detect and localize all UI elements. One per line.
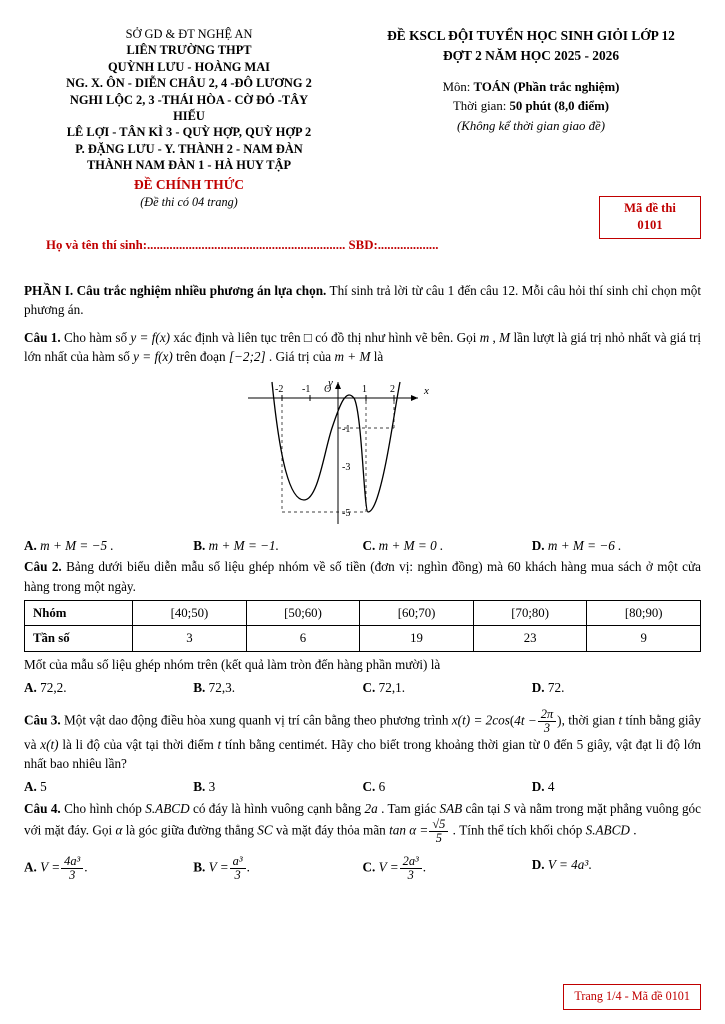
question-3-label: Câu 3.	[24, 712, 61, 728]
answer-suffix: .	[422, 859, 427, 875]
school-line-8: P. ĐẶNG LƯU - Y. THÀNH 2 - NAM ĐÀN	[75, 141, 303, 156]
question-2-label: Câu 2.	[24, 559, 62, 575]
answer-fraction	[61, 855, 83, 882]
question-4-triangle: SAB	[439, 800, 463, 816]
answer-letter: D.	[531, 679, 545, 695]
question-4-text-i: .	[629, 822, 637, 838]
fraction-numerator: a³	[232, 853, 243, 868]
answer-letter: A.	[24, 538, 37, 554]
table-row	[25, 600, 701, 626]
answer-value: 5	[40, 779, 47, 795]
question-1-m: m	[479, 329, 490, 345]
question-4-tan-fraction	[429, 818, 448, 845]
x-axis-label: x	[423, 385, 429, 398]
answer-value: 3	[208, 779, 216, 795]
question-3-text-c: tính bằng giây và	[24, 712, 701, 753]
subject-label: Môn:	[442, 80, 474, 95]
question-4-text-e: và nằm trong mặt phẳng vuông góc với mặt đáy. Gọi	[24, 800, 701, 838]
answer-letter: D.	[531, 779, 545, 795]
answer-suffix: .	[588, 856, 592, 872]
page-footer: Trang 1/4 - Mã đề 0101	[563, 984, 701, 1010]
question-3-answer-c[interactable]	[363, 777, 532, 796]
question-1-text-h: là	[370, 349, 384, 365]
table-cell-freq-4: 23	[473, 626, 587, 652]
answer-value: 72,3.	[208, 679, 236, 695]
answer-letter: D.	[531, 538, 545, 554]
school-line-4: NG. X. ÔN - DIỄN CHÂU 2, 4 -ĐÔ LƯƠNG 2	[66, 76, 312, 91]
question-2-table	[24, 600, 701, 652]
page-count-note: (Đề thi có 04 trang)	[140, 195, 238, 210]
question-4-solid-2: S.ABCD	[585, 822, 630, 838]
ytick-minus5: -5	[341, 508, 350, 520]
question-3-text-b: , thời gian	[561, 712, 619, 728]
answer-value: m + M = −1.	[208, 538, 279, 554]
xtick-minus2: -2	[274, 384, 283, 396]
ytick-minus3: -3	[341, 462, 350, 474]
question-2-text: Bảng dưới biểu diễn mẫu số liệu ghép nhóm về số tiền (đơn vị: nghìn đồng) mà 60 khách hàng mua sách ở một cửa hàng trong một ngày.	[24, 559, 701, 594]
table-cell-freq-2: 6	[246, 626, 360, 652]
question-3-formula-pre: x(t) = 2cos	[451, 712, 510, 728]
question-1-M: M	[499, 329, 511, 345]
question-1-text-a: Cho hàm số	[60, 329, 131, 345]
answer-value: 6	[378, 779, 386, 795]
answer-letter: C.	[362, 679, 376, 695]
question-4-answer-d[interactable]	[532, 855, 701, 882]
question-4-answers	[24, 855, 701, 882]
table-cell-group-1: [40;50)	[133, 600, 247, 626]
question-4-text-h: . Tính thể tích khối chóp	[449, 822, 586, 838]
fraction-denominator: 3	[230, 868, 246, 882]
exam-code-value: 0101	[637, 218, 663, 232]
question-3-formula-inner: 4t −	[514, 712, 537, 728]
question-4	[24, 799, 701, 845]
question-3-answer-a[interactable]	[24, 777, 193, 796]
table-cell-freq-5: 9	[587, 626, 701, 652]
fraction-denominator: 3	[61, 868, 83, 882]
question-4-text-f: là góc giữa đường thẳng	[122, 822, 258, 838]
question-4-text-g: và mặt đáy thỏa mãn	[272, 822, 390, 838]
question-3-text-d: là li độ của vật tại thời điểm	[58, 737, 218, 753]
school-line-6: HIẾU	[173, 108, 205, 123]
exam-title-line-2: ĐỢT 2 NĂM HỌC 2025 - 2026	[442, 48, 620, 64]
table-cell-group-2: [50;60)	[246, 600, 360, 626]
fraction-numerator: √5	[432, 816, 446, 831]
question-4-text-c: . Tam giác	[377, 800, 440, 816]
question-3	[24, 708, 701, 773]
subject-value: TOÁN (Phần trắc nghiệm)	[473, 80, 620, 95]
answer-value: m + M = −5 .	[40, 538, 114, 554]
school-line-1: SỞ GD & ĐT NGHỆ AN	[125, 27, 253, 41]
fraction-numerator: 4a³	[64, 853, 81, 868]
xtick-2: 2	[389, 384, 395, 396]
answer-value: m + M = 0 .	[378, 538, 444, 554]
table-cell-freq-3: 19	[360, 626, 474, 652]
answer-value: 72,1.	[378, 679, 405, 695]
question-1-text-b: xác định và liên tục trên	[170, 329, 304, 345]
question-4-answer-b[interactable]	[193, 855, 362, 882]
question-1-text-e: lần lượt là giá trị nhỏ nhất và giá trị lớn nhất của hàm số	[24, 329, 702, 365]
answer-value: 4	[547, 779, 555, 795]
question-2-answer-c[interactable]	[363, 678, 532, 697]
question-3-answer-b[interactable]	[193, 777, 362, 796]
answer-value: 72,2.	[40, 679, 67, 695]
answer-value: 72.	[547, 679, 565, 695]
table-row-label-freq: Tần số	[25, 626, 133, 652]
answer-fraction	[230, 855, 246, 882]
question-3-t1: t	[618, 712, 623, 728]
part1-heading	[24, 281, 701, 319]
answer-letter: D.	[531, 856, 545, 872]
question-4-text-a: Cho hình chóp	[60, 800, 146, 816]
answer-letter: C.	[362, 859, 376, 875]
answer-letter: C.	[362, 538, 376, 554]
question-2	[24, 557, 701, 595]
fraction-denominator: 3	[400, 868, 422, 882]
answer-letter: B.	[193, 859, 206, 875]
question-1-interval: [−2;2]	[228, 349, 266, 365]
question-3-xt: x(t)	[40, 737, 59, 753]
answer-value: m + M = −6 .	[547, 538, 622, 554]
question-1-realset: □	[303, 329, 312, 345]
question-1-text-c: có đồ thị như hình vẽ bên. Gọi	[311, 329, 480, 345]
time-note: (Không kể thời gian giao đề)	[457, 118, 605, 133]
question-1-answer-d[interactable]	[532, 536, 701, 555]
answer-letter: B.	[193, 538, 206, 554]
sbd-blank[interactable]: ...................	[377, 238, 439, 253]
answer-suffix: .	[84, 859, 88, 875]
subject-line	[361, 78, 701, 97]
exam-title-line-1: ĐỀ KSCL ĐỘI TUYỂN HỌC SINH GIỎI LỚP 12	[387, 28, 675, 43]
question-1-text-d: ,	[489, 329, 500, 345]
answer-prefix: V =	[208, 859, 229, 875]
question-4-answer-c[interactable]	[363, 855, 532, 882]
answer-letter: B.	[193, 779, 206, 795]
question-4-text-b: có đáy là hình vuông cạnh bằng	[189, 800, 365, 816]
question-3-answer-d[interactable]	[532, 777, 701, 796]
xtick-minus1: -1	[301, 384, 310, 396]
table-cell-group-4: [70;80)	[473, 600, 587, 626]
school-line-2: LIÊN TRƯỜNG THPT	[126, 43, 252, 58]
table-cell-group-3: [60;70)	[360, 600, 474, 626]
question-1-answer-a[interactable]	[24, 536, 193, 555]
table-row-label-group: Nhóm	[25, 600, 133, 626]
question-1-sum: m + M	[334, 349, 371, 365]
question-3-text-e: tính bằng centimét. Hãy cho biết trong khoảng thời gian từ 0 đến 5 giây, vật đạt li độ lớn nhất bao nhiêu lần?	[24, 737, 702, 772]
table-cell-group-5: [80;90)	[587, 600, 701, 626]
question-1-text-g: . Giá trị của	[265, 349, 335, 365]
question-1	[24, 328, 701, 366]
table-row	[25, 626, 701, 652]
question-4-tan-pre: tan α =	[389, 822, 429, 838]
answer-letter: A.	[24, 679, 37, 695]
official-exam-label: ĐỀ CHÍNH THỨC	[133, 177, 245, 193]
answer-fraction	[400, 855, 422, 882]
question-4-edge: 2a	[364, 800, 378, 816]
answer-suffix: .	[246, 859, 250, 875]
question-1-fx: y = f(x)	[130, 329, 171, 345]
answer-letter: A.	[24, 779, 37, 795]
school-line-9: THÀNH NAM ĐÀN 1 - HÀ HUY TẬP	[86, 158, 292, 172]
school-line-3: QUỲNH LƯU - HOÀNG MAI	[108, 59, 270, 74]
school-block	[24, 26, 354, 210]
question-4-label: Câu 4.	[24, 800, 61, 816]
question-3-text-a: Một vật dao động điều hòa xung quanh vị trí cân bằng theo phương trình	[60, 712, 452, 728]
question-1-graph	[24, 372, 701, 532]
question-3-answers	[24, 777, 701, 796]
question-2-answer-a[interactable]	[24, 678, 193, 697]
school-line-7: LÊ LỢI - TÂN KÌ 3 - QUỲ HỢP, QUỲ HỢP 2	[66, 125, 312, 140]
exam-title-block	[361, 26, 701, 136]
time-label: Thời gian:	[452, 99, 510, 114]
xtick-1: 1	[361, 384, 367, 396]
question-2-answer-d[interactable]	[532, 678, 701, 697]
answer-prefix: V =	[378, 859, 399, 875]
candidate-name-blank[interactable]: ..............................................................	[146, 238, 346, 253]
school-line-5: NGHI LỘC 2, 3 -THÁI HÒA - CỜ ĐỎ -TÂY	[69, 92, 309, 107]
exam-code-label: Mã đề thi	[624, 201, 676, 215]
answer-letter: C.	[362, 779, 376, 795]
sbd-label: SBD:	[348, 238, 378, 253]
question-1-text-f: trên đoạn	[172, 349, 229, 365]
y-axis-label: y	[327, 377, 333, 390]
origin-label: O	[323, 384, 331, 396]
fraction-denominator: 5	[429, 831, 448, 845]
question-4-line-sc: SC	[257, 822, 273, 838]
table-cell-freq-1: 3	[133, 626, 247, 652]
part1-title: PHẦN I. Câu trắc nghiệm nhiều phương án lựa chọn.	[24, 282, 327, 298]
question-4-text-d: cân tại	[462, 800, 504, 816]
document-header	[24, 26, 701, 210]
question-3-fraction	[538, 708, 556, 735]
exam-code-box	[599, 196, 701, 239]
question-4-solid-1: S.ABCD	[145, 800, 190, 816]
function-graph-svg	[228, 372, 498, 532]
question-1-answer-b[interactable]	[193, 536, 362, 555]
question-3-formula-paren: (4t − $\frac{2\pi}{3}$ )	[509, 707, 562, 736]
question-4-apex: S	[503, 800, 511, 816]
question-2-answers	[24, 678, 701, 697]
time-value: 50 phút (8,0 điểm)	[509, 99, 610, 114]
question-1-answers	[24, 536, 701, 555]
question-3-t2: t	[217, 737, 222, 753]
question-4-alpha: α	[115, 822, 123, 838]
question-1-label: Câu 1.	[24, 329, 61, 345]
question-1-fx2: y = f(x)	[133, 349, 173, 365]
question-2-after-table: Mốt của mẫu số liệu ghép nhóm trên (kết quả làm tròn đến hàng phần mười) là	[24, 656, 441, 672]
candidate-name-label: Họ và tên thí sinh:	[46, 238, 147, 253]
part1-desc: Thí sinh trả lời từ câu 1 đến câu 12. Mỗi câu hỏi thí sinh chỉ chọn một phương án.	[24, 282, 701, 317]
fraction-numerator: 2a³	[402, 853, 419, 868]
answer-prefix: V =	[40, 859, 61, 875]
fraction-numerator: 2π	[540, 707, 554, 722]
ytick-minus1: -1	[341, 424, 350, 436]
time-line	[361, 97, 701, 116]
fraction-denominator: 3	[538, 721, 556, 735]
answer-letter: B.	[193, 679, 206, 695]
answer-prefix: V = 4a³	[547, 856, 589, 872]
question-2-answer-b[interactable]	[193, 678, 362, 697]
question-1-answer-c[interactable]	[363, 536, 532, 555]
question-4-answer-a[interactable]	[24, 855, 193, 882]
answer-letter: A.	[24, 859, 37, 875]
